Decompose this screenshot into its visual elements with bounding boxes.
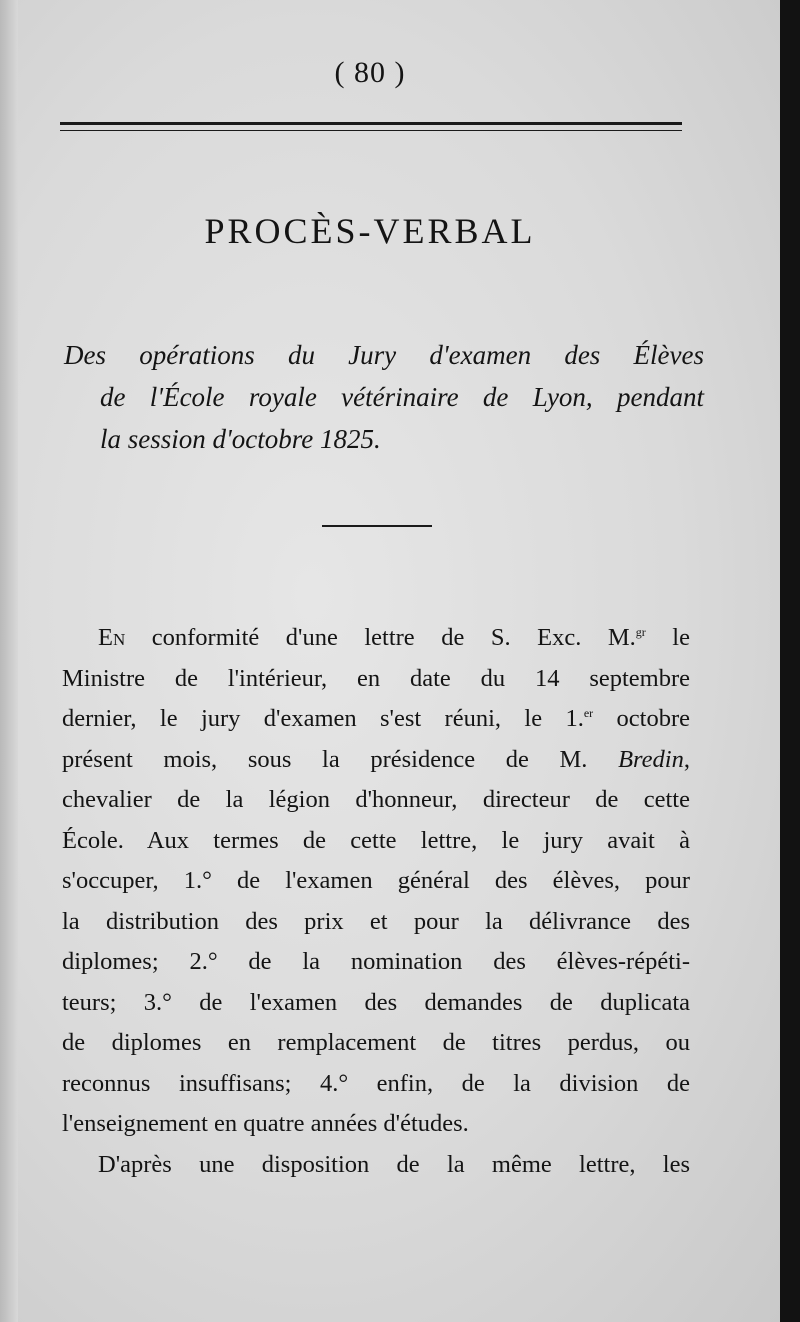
header-rule-thick: [60, 122, 682, 125]
body-line-13: l'enseignement en quatre années d'études.: [62, 1110, 469, 1137]
subtitle-line-2: de l'École royale vétérinaire de Lyon, pendant: [100, 382, 704, 412]
body-line-5: chevalier de la légion d'honneur, directeur de cette: [62, 786, 690, 813]
body-line-11: de diplomes en remplacement de titres perdus, ou: [62, 1029, 690, 1056]
body-line-6: École. Aux termes de cette lettre, le jury avait à: [62, 826, 690, 854]
body-line-4: présent mois, sous la présidence de M. Bredin,: [62, 745, 690, 773]
body-line-10: teurs; 3.° de l'examen des demandes de duplicata: [62, 988, 690, 1016]
body-line-2: Ministre de l'intérieur, en date du 14 septembre: [62, 664, 690, 692]
body-line-14: D'après une disposition de la même lettre, les: [98, 1150, 690, 1178]
subtitle-line-1: Des opérations du Jury d'examen des Élèves: [64, 340, 704, 370]
document-subtitle: [64, 334, 704, 460]
drop-word: En: [98, 624, 126, 651]
body-line-1: En conformité d'une lettre de S. Exc. M.$^{gr}$ le: [98, 624, 690, 651]
body-line-8: la distribution des prix et pour la délivrance des: [62, 907, 690, 935]
section-divider: [322, 525, 432, 527]
person-name: Bredin: [618, 745, 684, 773]
document-title: PROCÈS-VERBAL: [204, 211, 536, 251]
page-spine-shadow: [0, 0, 18, 1322]
body-line-7: s'occuper, 1.° de l'examen général des élèves, pour: [62, 867, 690, 894]
body-line-12: reconnus insuffisans; 4.° enfin, de la division de: [62, 1069, 690, 1097]
body-line-3: dernier, le jury d'examen s'est réuni, le 1.$^{er}$ octobre: [62, 705, 690, 732]
body-line-9: diplomes; 2.° de la nomination des élèves-répéti-: [62, 948, 690, 975]
body-paragraph: [62, 618, 690, 1185]
page-number: ( 80 ): [334, 56, 406, 89]
header-rule-thin: [60, 130, 682, 131]
subtitle-line-3: la session d'octobre 1825.: [100, 424, 381, 454]
